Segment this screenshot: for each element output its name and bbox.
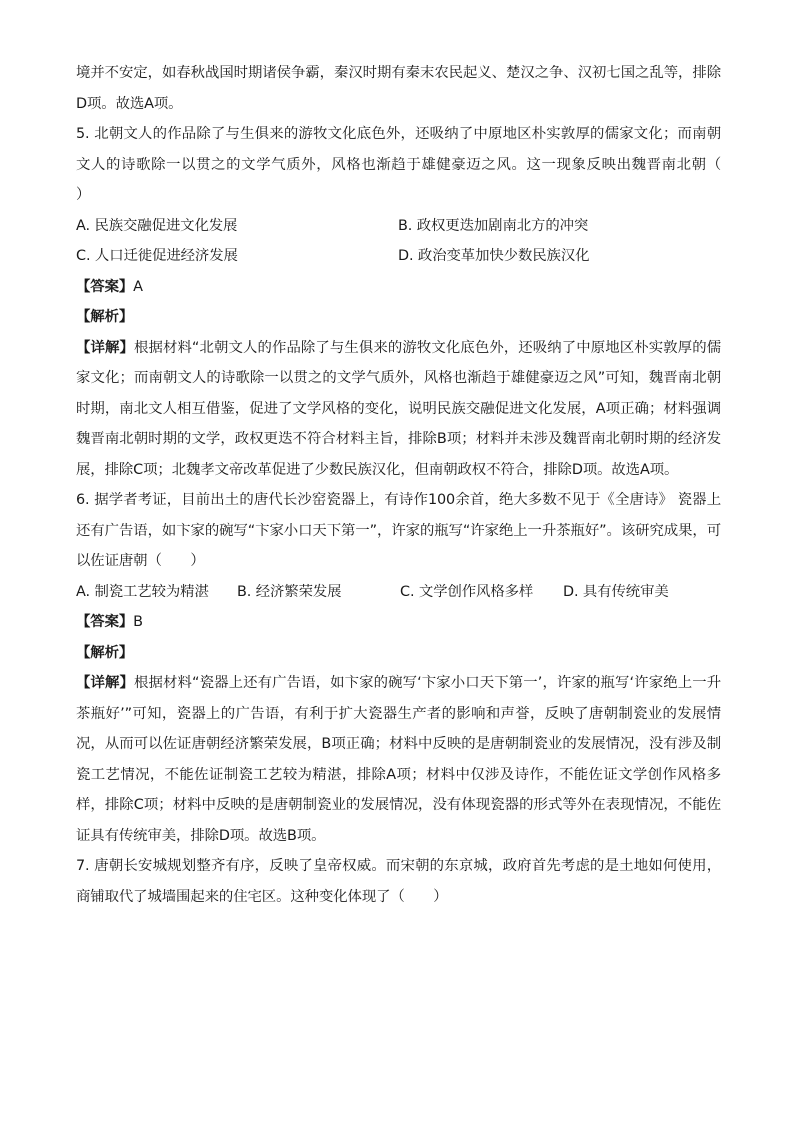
question-5-options-row-1 [76, 211, 721, 242]
detail-tag: 【详解】 [76, 339, 134, 356]
analysis-tag: 【解析】 [76, 309, 134, 325]
question-5-answer-line [76, 272, 721, 303]
question-6-answer-line [76, 607, 721, 638]
question-6-detail [76, 668, 721, 851]
question-5-option-a: A. 民族交融促进文化发展 [76, 217, 238, 234]
question-5-analysis-line [76, 302, 721, 333]
question-6-detail-text: 根据材料“瓷器上还有广告语，如卞家的碗写‘卞家小口天下第一’，许家的瓶写‘许家绝上一升茶瓶好’”可知，瓷器上的广告语，有利于扩大瓷器生产者的影响和声誉，反映了唐朝制瓷业的发展情况，从而可以佐证唐朝经济繁荣发展，B项正确；材料中反映的是唐朝制瓷业的发展情况，没有涉及制瓷工艺情况，不能佐证制瓷工艺较为精湛，排除A项；材料中仅涉及诗作，不能佐证文学创作风格多样，排除C项；材料中反映的是唐朝制瓷业的发展情况，没有体现瓷器的形式等外在表现情况，不能佐证具有传统审美，排除D项。故选B项。 [76, 675, 721, 844]
question-6-option-c: C. 文学创作风格多样 [400, 583, 534, 600]
question-7-stem: 7. 唐朝长安城规划整齐有序，反映了皇帝权威。而宋朝的东京城，政府首先考虑的是土地如何使用，商铺取代了城墙围起来的住宅区。这种变化体现了（ ） [76, 858, 721, 905]
question-6-options-row [76, 577, 721, 608]
question-5-option-d: D. 政治变革加快少数民族汉化 [398, 248, 590, 264]
question-5-options-row-2 [76, 241, 721, 272]
question-6-option-a: A. 制瓷工艺较为精湛 [76, 583, 209, 600]
question-6-answer: B [133, 614, 143, 630]
question-6-analysis-line [76, 638, 721, 669]
answer-tag: 【答案】 [76, 614, 134, 630]
question-5-option-c: C. 人口迁徙促进经济发展 [76, 248, 238, 264]
question-6-option-d: D. 具有传统审美 [563, 583, 669, 600]
intro-paragraph: 境并不安定，如春秋战国时期诸侯争霸，秦汉时期有秦末农民起义、楚汉之争、汉初七国之乱等，排除D项。故选A项。 [76, 65, 721, 112]
detail-tag: 【详解】 [76, 675, 135, 691]
question-5-detail [76, 333, 721, 486]
question-5-answer: A [133, 278, 143, 295]
document-page [76, 58, 750, 912]
question-6-option-b: B. 经济繁荣发展 [237, 583, 342, 600]
answer-tag: 【答案】 [76, 278, 134, 295]
question-5-option-b: B. 政权更迭加剧南北方的冲突 [398, 217, 589, 234]
analysis-tag: 【解析】 [76, 644, 134, 661]
question-5-detail-text: 根据材料“北朝文人的作品除了与生俱来的游牧文化底色外，还吸纳了中原地区朴实敦厚的儒家文化；而南朝文人的诗歌除一以贯之的文学气质外，风格也渐趋于雄健豪迈之风”可知，魏晋南北朝时期，南北文人相互借鉴，促进了文学风格的变化，说明民族交融促进文化发展，A项正确；材料强调魏晋南北朝时期的文学，政权更迭不符合材料主旨，排除B项；材料并未涉及魏晋南北朝时期的经济发展，排除C项；北魏孝文帝改革促进了少数民族汉化，但南朝政权不符合，排除D项。故选A项。 [76, 339, 721, 478]
question-5-stem: 5. 北朝文人的作品除了与生俱来的游牧文化底色外，还吸纳了中原地区朴实敦厚的儒家文化；而南朝文人的诗歌除一以贯之的文学气质外，风格也渐趋于雄健豪迈之风。这一现象反映出魏晋南北朝（ ） [76, 126, 750, 203]
question-6-stem: 6. 据学者考证，目前出土的唐代长沙窑瓷器上，有诗作100余首，绝大多数不见于《全唐诗》 瓷器上还有广告语，如卞家的碗写“卞家小口天下第一”，许家的瓶写“许家绝上一升茶瓶好”。该研究成果，可以佐证唐朝（ ） [76, 492, 721, 569]
